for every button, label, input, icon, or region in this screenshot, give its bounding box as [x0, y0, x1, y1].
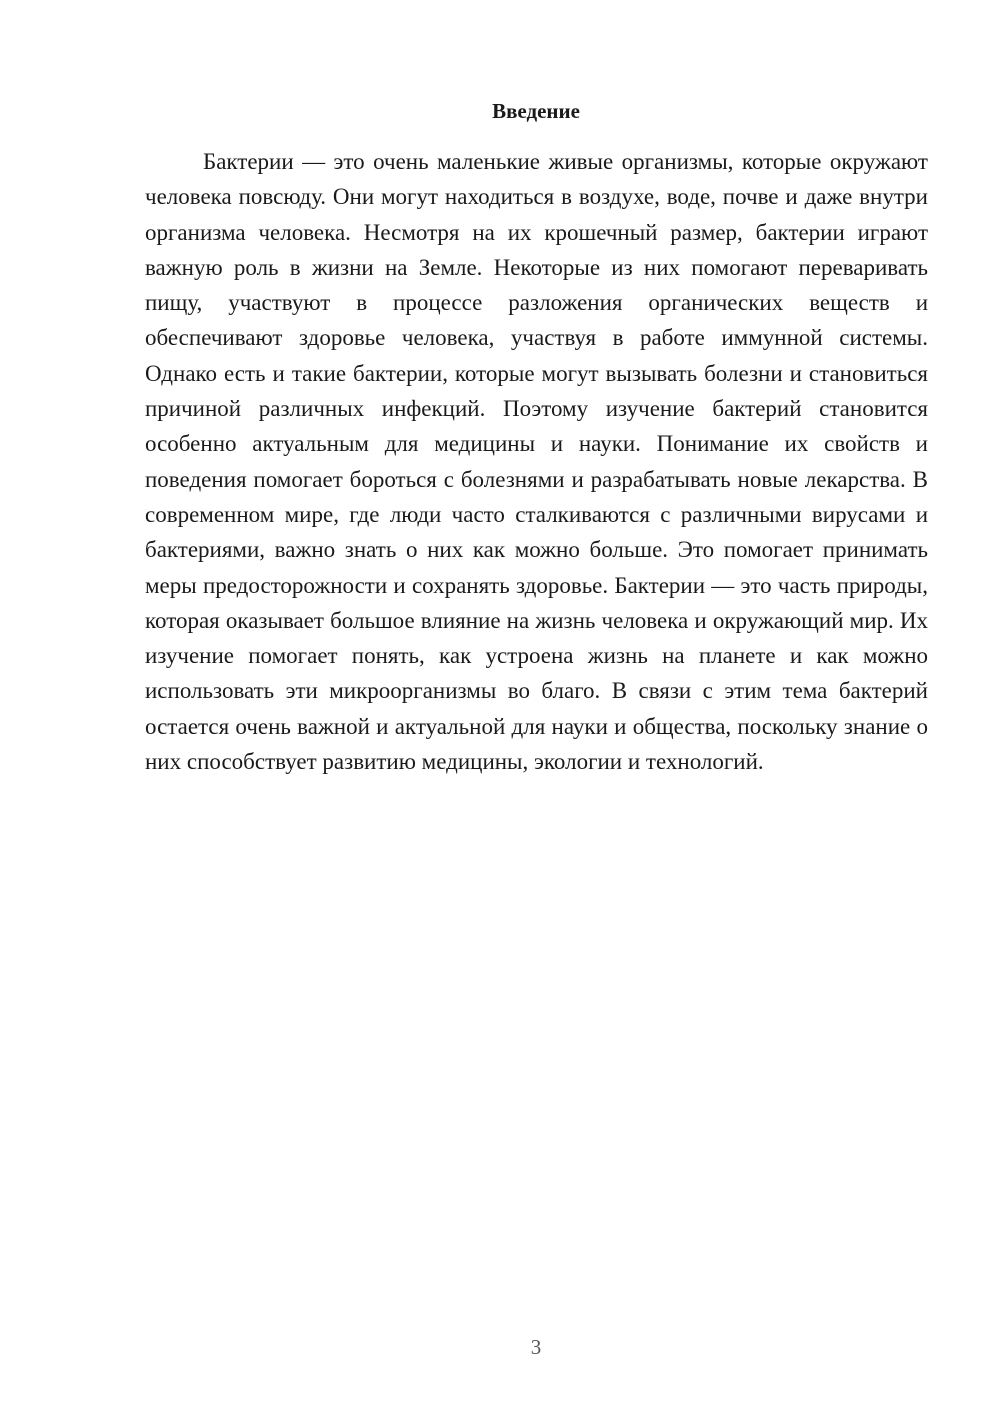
body-paragraph: Бактерии — это очень маленькие живые организмы, которые окружают человека повсюду. Они могут находиться в воздухе, воде, почве и даже внутри организма человека. Несмотря на их крошечный размер, бактерии играют важную роль в жизни на Земле. Некоторые из них помогают переваривать пищу, участвуют в процессе разложения органических веществ и обеспечивают здоровье человека, участвуя в работе иммунной системы. Однако есть и такие бактерии, которые могут вызывать болезни и становиться причиной различных инфекций. Поэтому изучение бактерий становится особенно актуальным для медицины и науки. Понимание их свойств и поведения помогает бороться с болезнями и разрабатывать новые лекарства. В современном мире, где люди часто сталкиваются с различными вирусами и бактериями, важно знать о них как можно больше. Это помогает принимать меры предосторожности и сохранять здоровье. Бактерии — это часть природы, которая оказывает большое влияние на жизнь человека и окружающий мир. Их изучение помогает понять, как устроена жизнь на планете и как можно использовать эти микроорганизмы во благо. В связи с этим тема бактерий остается очень важной и актуальной для науки и общества, поскольку знание о них способствует развитию медицины, экологии и технологий.: [145, 149, 928, 775]
section-heading: Введение: [492, 99, 580, 123]
page-number: 3: [530, 1335, 542, 1359]
